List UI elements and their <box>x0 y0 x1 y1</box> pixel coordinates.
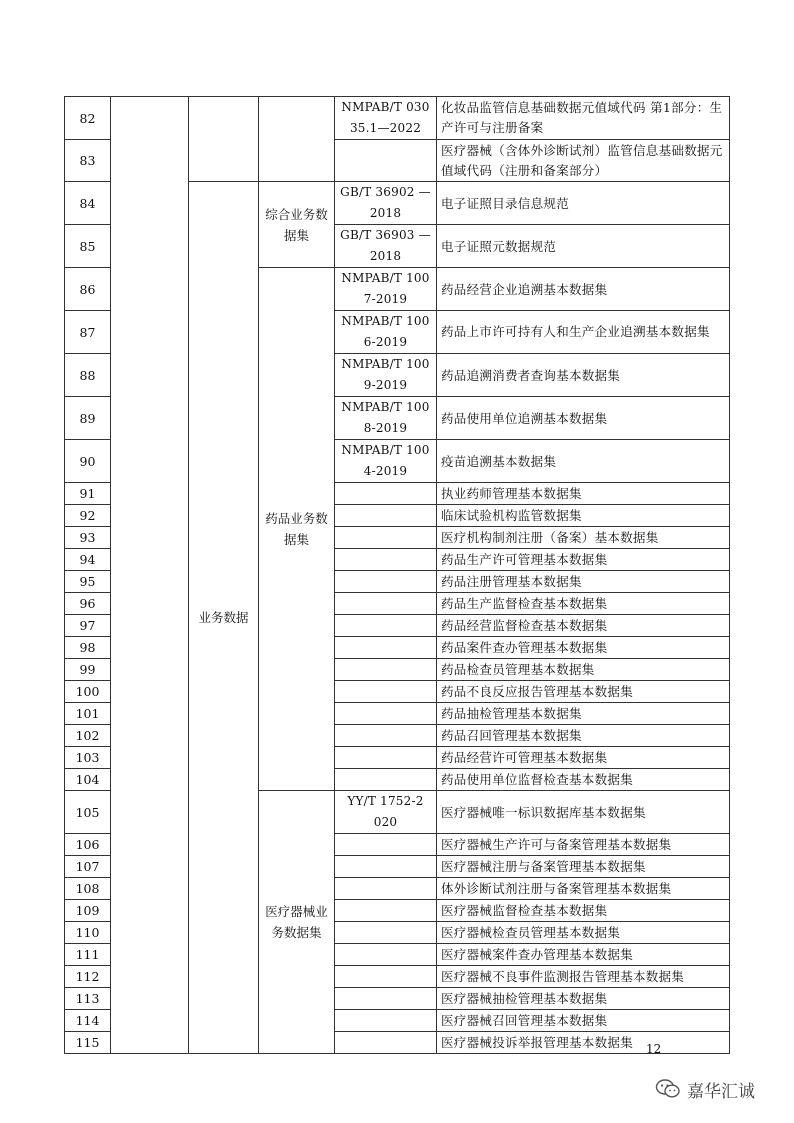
row-number: 96 <box>65 593 111 615</box>
watermark <box>655 1076 755 1102</box>
category-device: 医疗器械业务数据集 <box>259 791 335 1054</box>
standard-name: 执业药师管理基本数据集 <box>437 483 730 505</box>
standard-name: 医疗器械唯一标识数据库基本数据集 <box>437 791 730 834</box>
empty-cell <box>189 97 259 182</box>
standard-name: 药品上市许可持有人和生产企业追溯基本数据集 <box>437 311 730 354</box>
standard-name: 电子证照目录信息规范 <box>437 182 730 225</box>
row-number: 83 <box>65 140 111 182</box>
standard-code: NMPAB/T 100 4-2019 <box>335 440 437 483</box>
row-number: 109 <box>65 900 111 922</box>
row-number: 94 <box>65 549 111 571</box>
standard-name: 医疗器械检查员管理基本数据集 <box>437 922 730 944</box>
standard-code <box>335 922 437 944</box>
standard-name: 药品经营许可管理基本数据集 <box>437 747 730 769</box>
row-number: 102 <box>65 725 111 747</box>
row-number: 112 <box>65 966 111 988</box>
standard-name: 药品追溯消费者查询基本数据集 <box>437 354 730 397</box>
row-number: 104 <box>65 769 111 791</box>
row-number: 95 <box>65 571 111 593</box>
standard-name: 药品使用单位追溯基本数据集 <box>437 397 730 440</box>
standard-name: 临床试验机构监管数据集 <box>437 505 730 527</box>
standard-name: 医疗器械不良事件监测报告管理基本数据集 <box>437 966 730 988</box>
category-comprehensive: 综合业务数据集 <box>259 182 335 268</box>
standard-code <box>335 681 437 703</box>
standard-code <box>335 1032 437 1054</box>
row-number: 113 <box>65 988 111 1010</box>
standard-name: 医疗器械生产许可与备案管理基本数据集 <box>437 834 730 856</box>
standard-code <box>335 571 437 593</box>
standard-code: NMPAB/T 100 9-2019 <box>335 354 437 397</box>
standard-code <box>335 988 437 1010</box>
standard-code: NMPAB/T 100 8-2019 <box>335 397 437 440</box>
standard-code <box>335 527 437 549</box>
standard-name: 医疗器械召回管理基本数据集 <box>437 1010 730 1032</box>
row-number: 88 <box>65 354 111 397</box>
standard-code <box>335 1010 437 1032</box>
standard-name: 电子证照元数据规范 <box>437 225 730 268</box>
row-number: 93 <box>65 527 111 549</box>
standard-name: 体外诊断试剂注册与备案管理基本数据集 <box>437 878 730 900</box>
standard-code: GB/T 36902 —2018 <box>335 182 437 225</box>
standard-code <box>335 834 437 856</box>
standard-code <box>335 505 437 527</box>
standard-code <box>335 900 437 922</box>
standard-name: 化妆品监管信息基础数据元值域代码 第1部分：生产许可与注册备案 <box>437 97 730 140</box>
standard-code <box>335 703 437 725</box>
row-number: 105 <box>65 791 111 834</box>
row-number: 111 <box>65 944 111 966</box>
standard-code: YY/T 1752-2 020 <box>335 791 437 834</box>
row-number: 86 <box>65 268 111 311</box>
standard-code <box>335 966 437 988</box>
empty-cell <box>111 97 189 1054</box>
row-number: 84 <box>65 182 111 225</box>
row-number: 106 <box>65 834 111 856</box>
standard-code <box>335 659 437 681</box>
standard-name: 药品经营企业追溯基本数据集 <box>437 268 730 311</box>
standard-name: 药品召回管理基本数据集 <box>437 725 730 747</box>
row-number: 82 <box>65 97 111 140</box>
row-number: 91 <box>65 483 111 505</box>
standard-code <box>335 637 437 659</box>
row-number: 99 <box>65 659 111 681</box>
category-drug: 药品业务数据集 <box>259 268 335 791</box>
standard-name: 医疗器械案件查办管理基本数据集 <box>437 944 730 966</box>
row-number: 110 <box>65 922 111 944</box>
standard-name: 医疗器械注册与备案管理基本数据集 <box>437 856 730 878</box>
standard-name: 医疗机构制剂注册（备案）基本数据集 <box>437 527 730 549</box>
row-number: 100 <box>65 681 111 703</box>
wechat-icon <box>655 1078 681 1100</box>
standard-name: 药品生产许可管理基本数据集 <box>437 549 730 571</box>
standard-name: 疫苗追溯基本数据集 <box>437 440 730 483</box>
standard-name: 药品经营监督检查基本数据集 <box>437 615 730 637</box>
standard-name: 药品使用单位监督检查基本数据集 <box>437 769 730 791</box>
standard-code <box>335 747 437 769</box>
row-number: 98 <box>65 637 111 659</box>
page-number: 12 <box>646 1042 662 1056</box>
standard-code <box>335 615 437 637</box>
row-number: 87 <box>65 311 111 354</box>
standard-code <box>335 140 437 182</box>
standard-name: 药品检查员管理基本数据集 <box>437 659 730 681</box>
row-number: 101 <box>65 703 111 725</box>
standards-table <box>64 96 730 1054</box>
standard-code: GB/T 36903 —2018 <box>335 225 437 268</box>
row-number: 92 <box>65 505 111 527</box>
standard-name: 药品不良反应报告管理基本数据集 <box>437 681 730 703</box>
standard-name: 药品案件查办管理基本数据集 <box>437 637 730 659</box>
category-business-data: 业务数据 <box>189 182 259 1054</box>
row-number: 85 <box>65 225 111 268</box>
standard-code: NMPAB/T 030 35.1—2022 <box>335 97 437 140</box>
row-number: 115 <box>65 1032 111 1054</box>
standard-name: 医疗器械监督检查基本数据集 <box>437 900 730 922</box>
standard-code <box>335 944 437 966</box>
standard-code <box>335 769 437 791</box>
row-number: 114 <box>65 1010 111 1032</box>
standard-code <box>335 549 437 571</box>
row-number: 108 <box>65 878 111 900</box>
row-number: 90 <box>65 440 111 483</box>
standard-code <box>335 725 437 747</box>
standard-name: 医疗器械抽检管理基本数据集 <box>437 988 730 1010</box>
standard-code <box>335 856 437 878</box>
standard-code <box>335 878 437 900</box>
row-number: 97 <box>65 615 111 637</box>
standard-code <box>335 483 437 505</box>
standard-name: 药品注册管理基本数据集 <box>437 571 730 593</box>
row-number: 89 <box>65 397 111 440</box>
empty-cell <box>259 97 335 182</box>
row-number: 103 <box>65 747 111 769</box>
standard-code: NMPAB/T 100 7-2019 <box>335 268 437 311</box>
watermark-text: 嘉华汇诚 <box>687 1081 755 1102</box>
standard-name: 医疗器械（含体外诊断试剂）监管信息基础数据元值域代码（注册和备案部分） <box>437 140 730 182</box>
standard-name: 药品生产监督检查基本数据集 <box>437 593 730 615</box>
standard-name: 医疗器械投诉举报管理基本数据集 <box>437 1032 730 1054</box>
row-number: 107 <box>65 856 111 878</box>
standard-code: NMPAB/T 100 6-2019 <box>335 311 437 354</box>
standard-code <box>335 593 437 615</box>
standard-name: 药品抽检管理基本数据集 <box>437 703 730 725</box>
table-row <box>65 97 730 140</box>
